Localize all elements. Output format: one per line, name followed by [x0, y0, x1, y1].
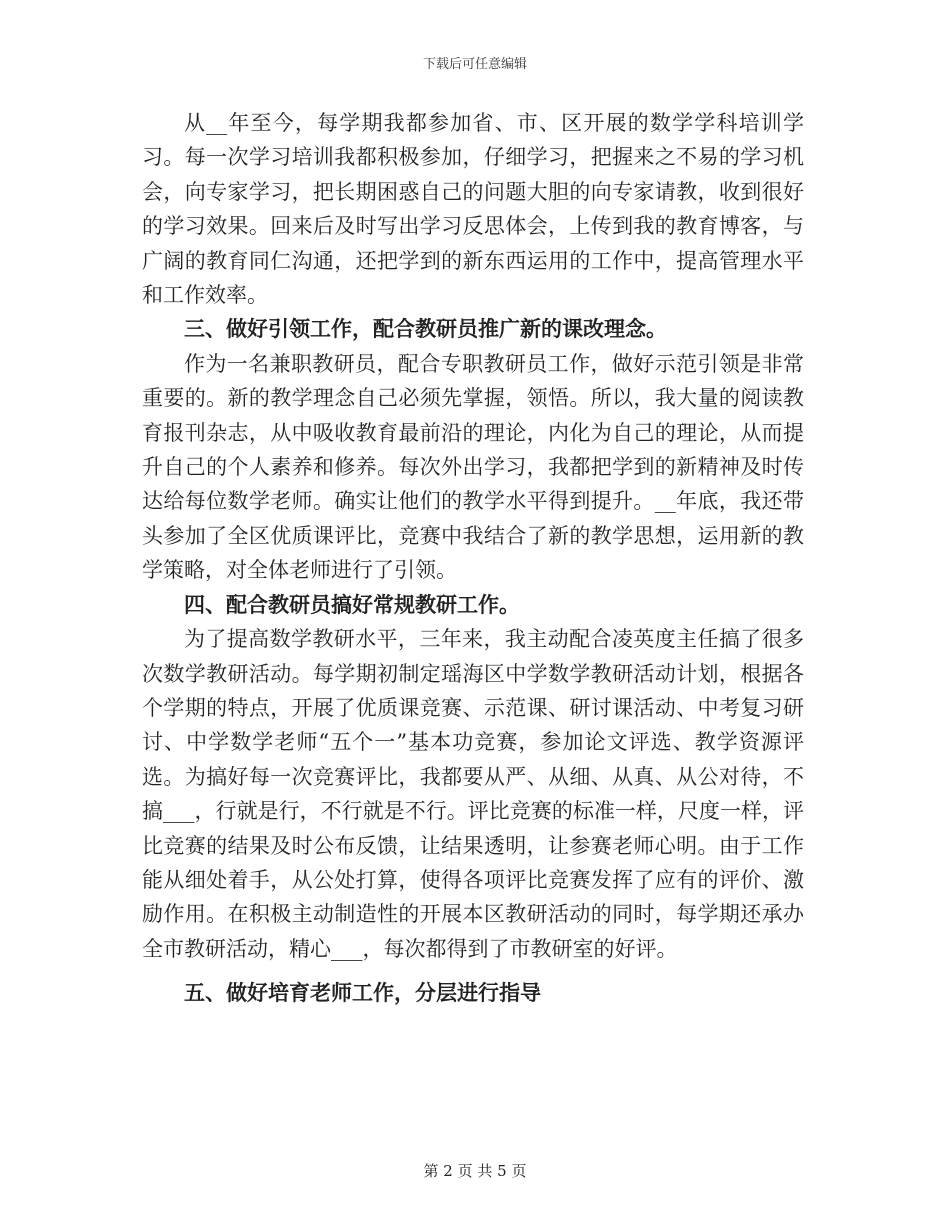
section-heading-3: 三、做好引领工作，配合教研员推广新的课改理念。	[184, 316, 667, 342]
section-heading-5: 五、做好培育老师工作，分层进行指导	[184, 980, 541, 1006]
page-header: 下载后可任意编辑	[422, 57, 527, 72]
section-heading-4: 四、配合教研员搞好常规教研工作。	[184, 591, 520, 617]
paragraph-leading: 作为一名兼职教研员，配合专职教研员工作，做好示范引领是非常重要的。新的教学理念自己必须先掌握，领悟。所以，我大量的阅读教育报刊杂志，从中吸收教育最前沿的理论，内化为自己的理论，从而提升自己的个人素养和修养。每次外出学习，我都把学到的新精神及时传达给每位数学老师。确实让他们的教学水平得到提升。__年底，我还带头参加了全区优质课评比，竞赛中我结合了新的教学思想，运用新的教学策略，对全体老师进行了引领。	[142, 351, 804, 583]
paragraph-training: 从__年至今，每学期我都参加省、市、区开展的数学学科培训学习。每一次学习培训我都积极参加，仔细学习，把握来之不易的学习机会，向专家学习，把长期困惑自己的问题大胆的向专家请教，收到很好的学习效果。回来后及时写出学习反思体会，上传到我的教育博客，与广阔的教育同仁沟通，还把学到的新东西运用的工作中，提高管理水平和工作效率。	[142, 111, 804, 308]
paragraph-research: 为了提高数学教研水平，三年来，我主动配合凌英度主任搞了很多次数学教研活动。每学期初制定瑶海区中学数学教研活动计划，根据各个学期的特点，开展了优质课竞赛、示范课、研讨课活动、中考复习研讨、中学数学老师“五个一”基本功竞赛，参加论文评选、教学资源评选。为搞好每一次竞赛评比，我都要从严、从细、从真、从公对待，不搞___，行就是行，不行就是不行。评比竞赛的标准一样，尺度一样，评比竞赛的结果及时公布反馈，让结果透明，让参赛老师心明。由于工作能从细处着手，从公处打算，使得各项评比竞赛发挥了应有的评价、激励作用。在积极主动制造性的开展本区教研活动的同时，每学期还承办全市教研活动，精心___，每次都得到了市教研室的好评。	[142, 627, 804, 961]
page-footer: 第 2 页 共 5 页	[423, 1162, 527, 1180]
document-body	[142, 106, 804, 1011]
